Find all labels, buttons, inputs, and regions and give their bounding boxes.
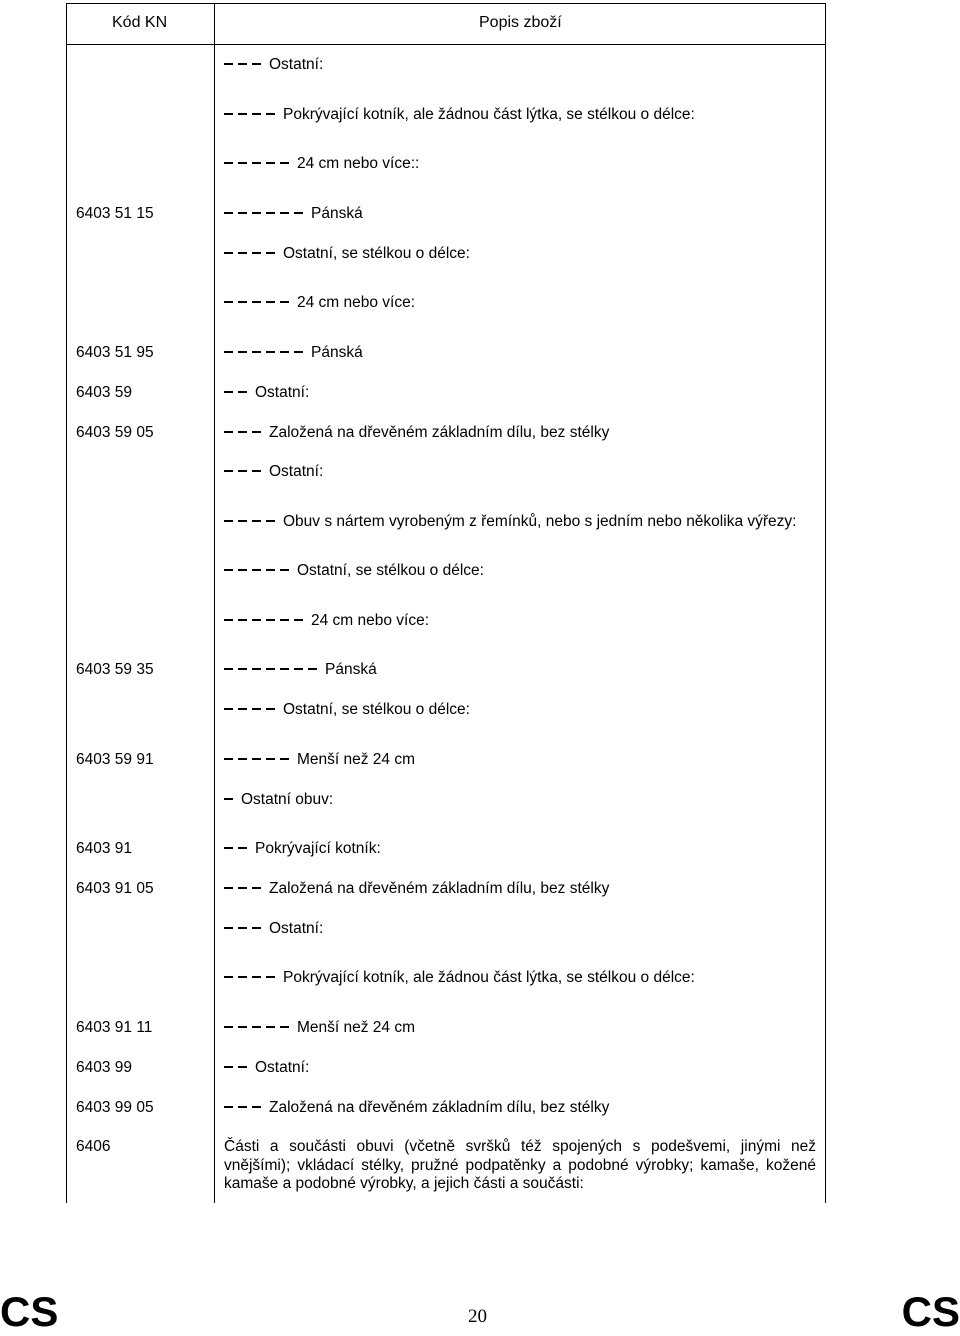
dash-mark — [224, 976, 233, 978]
row-text: Ostatní: — [255, 1059, 310, 1076]
row-code: 6403 99 — [76, 1059, 133, 1076]
row-text: Menší než 24 cm — [297, 751, 416, 768]
row-code: 6403 59 35 — [76, 661, 154, 678]
dash-mark — [294, 351, 303, 353]
dash-mark — [266, 301, 275, 303]
dash-mark — [252, 976, 261, 978]
row-description — [224, 969, 695, 987]
dash-mark — [238, 569, 247, 571]
row-description — [224, 294, 415, 312]
dash-mark — [238, 758, 247, 760]
row-text: Pánská — [311, 344, 363, 361]
indent-dashes — [224, 791, 238, 809]
dash-mark — [238, 431, 247, 433]
table-row — [0, 155, 960, 179]
indent-dashes — [224, 205, 308, 223]
dash-mark — [238, 162, 247, 164]
dash-mark — [252, 1026, 261, 1028]
table-row — [0, 463, 960, 487]
row-text: Založená na dřevěném základním dílu, bez stélky — [269, 1099, 610, 1116]
row-text: Ostatní obuv: — [241, 791, 334, 808]
table-row — [0, 612, 960, 636]
row-code: 6403 51 15 — [76, 205, 154, 222]
row-description — [224, 106, 695, 124]
dash-mark — [224, 162, 233, 164]
row-text: Ostatní: — [269, 56, 324, 73]
dash-mark — [224, 252, 233, 254]
table-row — [0, 424, 960, 448]
dash-mark — [280, 758, 289, 760]
dash-mark — [266, 113, 275, 115]
row-code: 6403 99 05 — [76, 1099, 154, 1116]
dash-mark — [224, 470, 233, 472]
dash-mark — [280, 1026, 289, 1028]
dash-mark — [294, 619, 303, 621]
indent-dashes — [224, 840, 252, 858]
dash-mark — [266, 976, 275, 978]
dash-mark — [224, 569, 233, 571]
row-description — [224, 791, 333, 809]
dash-mark — [252, 301, 261, 303]
indent-dashes — [224, 384, 252, 402]
dash-mark — [252, 162, 261, 164]
indent-dashes — [224, 344, 308, 362]
dash-mark — [252, 252, 261, 254]
row-description — [224, 205, 363, 223]
dash-mark — [238, 63, 247, 65]
dash-mark — [224, 1026, 233, 1028]
dash-mark — [224, 1066, 233, 1068]
row-text: Pokrývající kotník, ale žádnou část lýtka, se stélkou o délce: — [283, 969, 695, 986]
dash-mark — [252, 887, 261, 889]
dash-mark — [294, 212, 303, 214]
table-row — [0, 294, 960, 318]
header-description: Popis zboží — [479, 14, 562, 31]
row-description — [224, 424, 609, 442]
row-code: 6403 91 11 — [76, 1019, 153, 1036]
table-row — [0, 840, 960, 864]
dash-mark — [252, 927, 261, 929]
dash-mark — [238, 252, 247, 254]
dash-mark — [224, 113, 233, 115]
indent-dashes — [224, 1099, 266, 1117]
row-text: Ostatní: — [269, 920, 324, 937]
row-description — [224, 344, 363, 362]
table-row — [0, 969, 960, 993]
row-description — [224, 513, 796, 531]
dash-mark — [224, 301, 233, 303]
row-text: Pokrývající kotník, ale žádnou část lýtka, se stélkou o délce: — [283, 106, 695, 123]
indent-dashes — [224, 969, 280, 987]
dash-mark — [224, 847, 233, 849]
dash-mark — [224, 351, 233, 353]
row-description — [224, 384, 309, 402]
table-row — [0, 1059, 960, 1083]
dash-mark — [252, 569, 261, 571]
dash-mark — [280, 619, 289, 621]
row-description — [224, 612, 429, 630]
row-description — [224, 920, 323, 938]
row-description — [224, 155, 419, 173]
dash-mark — [280, 569, 289, 571]
dash-mark — [252, 212, 261, 214]
dash-mark — [224, 520, 233, 522]
dash-mark — [252, 113, 261, 115]
table-row — [0, 344, 960, 368]
dash-mark — [224, 708, 233, 710]
row-code: 6403 59 91 — [76, 751, 154, 768]
dash-mark — [238, 927, 247, 929]
dash-mark — [266, 619, 275, 621]
dash-mark — [266, 520, 275, 522]
indent-dashes — [224, 1019, 294, 1037]
footer-language-right: CS — [901, 1288, 960, 1335]
table-row — [0, 920, 960, 944]
row-text: Pánská — [325, 661, 377, 678]
row-text: Ostatní, se stélkou o délce: — [297, 562, 484, 579]
row-text: Menší než 24 cm — [297, 1019, 416, 1036]
row-text: Ostatní: — [269, 463, 324, 480]
table-row — [0, 880, 960, 904]
dash-mark — [252, 470, 261, 472]
indent-dashes — [224, 513, 280, 531]
row-text: Založená na dřevěném základním dílu, bez stélky — [269, 424, 610, 441]
row-code: 6403 91 — [76, 840, 133, 857]
dash-mark — [224, 212, 233, 214]
row-description — [224, 880, 609, 898]
indent-dashes — [224, 751, 294, 769]
row-description — [224, 463, 323, 481]
dash-mark — [224, 758, 233, 760]
row-text: Pokrývající kotník: — [255, 840, 381, 857]
table-row — [0, 513, 960, 537]
indent-dashes — [224, 424, 266, 442]
table-row — [0, 245, 960, 269]
dash-mark — [238, 301, 247, 303]
row-description — [224, 661, 377, 679]
dash-mark — [238, 708, 247, 710]
indent-dashes — [224, 56, 266, 74]
dash-mark — [224, 887, 233, 889]
row-code: 6403 91 05 — [76, 880, 154, 897]
dash-mark — [280, 162, 289, 164]
row-text: Založená na dřevěném základním dílu, bez stélky — [269, 880, 610, 897]
row-text: Ostatní, se stélkou o délce: — [283, 701, 470, 718]
dash-mark — [252, 708, 261, 710]
indent-dashes — [224, 294, 294, 312]
indent-dashes — [224, 245, 280, 263]
header-code: Kód KN — [112, 14, 168, 31]
row-text: Pánská — [311, 205, 363, 222]
table-row — [0, 384, 960, 408]
row-description — [224, 840, 381, 858]
table-row — [0, 56, 960, 80]
dash-mark — [238, 520, 247, 522]
table-row — [0, 1099, 960, 1123]
row-description — [224, 701, 470, 719]
header-divider — [67, 44, 825, 45]
dash-mark — [224, 619, 233, 621]
row-description — [224, 56, 323, 74]
dash-mark — [252, 63, 261, 65]
dash-mark — [238, 1026, 247, 1028]
dash-mark — [238, 847, 247, 849]
row-text: Ostatní, se stélkou o délce: — [283, 245, 470, 262]
dash-mark — [238, 668, 247, 670]
row-text: Obuv s nártem vyrobeným z řemínků, nebo s jedním nebo několika výřezy: — [283, 513, 797, 530]
row-text: 24 cm nebo více: — [311, 612, 430, 629]
dash-mark — [238, 887, 247, 889]
row-description — [224, 1019, 415, 1037]
dash-mark — [280, 301, 289, 303]
indent-dashes — [224, 106, 280, 124]
indent-dashes — [224, 1059, 252, 1077]
indent-dashes — [224, 562, 294, 580]
dash-mark — [266, 668, 275, 670]
dash-mark — [266, 569, 275, 571]
table-row — [0, 751, 960, 775]
indent-dashes — [224, 661, 322, 679]
dash-mark — [252, 351, 261, 353]
row-text: 24 cm nebo více: — [297, 294, 416, 311]
table-row — [0, 562, 960, 586]
dash-mark — [238, 1106, 247, 1108]
dash-mark — [224, 1106, 233, 1108]
dash-mark — [238, 113, 247, 115]
indent-dashes — [224, 612, 308, 630]
dash-mark — [266, 758, 275, 760]
row-description — [224, 1059, 309, 1077]
row-text: Ostatní: — [255, 384, 310, 401]
dash-mark — [224, 431, 233, 433]
dash-mark — [252, 1106, 261, 1108]
table-row — [0, 205, 960, 229]
dash-mark — [252, 758, 261, 760]
dash-mark — [224, 63, 233, 65]
dash-mark — [224, 391, 233, 393]
dash-mark — [280, 351, 289, 353]
dash-mark — [252, 668, 261, 670]
indent-dashes — [224, 880, 266, 898]
indent-dashes — [224, 155, 294, 173]
dash-mark — [224, 927, 233, 929]
dash-mark — [266, 162, 275, 164]
table-row — [0, 791, 960, 815]
dash-mark — [238, 470, 247, 472]
final-row-code: 6406 — [76, 1138, 111, 1155]
table-row — [0, 701, 960, 725]
dash-mark — [238, 619, 247, 621]
indent-dashes — [224, 701, 280, 719]
dash-mark — [308, 668, 317, 670]
dash-mark — [280, 668, 289, 670]
final-row-description: Části a součásti obuvi (včetně svršků též spojených s podešvemi, jinými než vnějšími); vkládací stélky, pružné podpatěnky a podobné výrobky; kamaše, kožené kamaše a podobné výrobky, a jejich části a součásti: — [224, 1138, 816, 1192]
table-row — [0, 661, 960, 685]
dash-mark — [252, 520, 261, 522]
row-code: 6403 59 05 — [76, 424, 154, 441]
row-description — [224, 245, 470, 263]
dash-mark — [224, 798, 233, 800]
dash-mark — [266, 708, 275, 710]
footer-language-left: CS — [0, 1288, 59, 1335]
dash-mark — [266, 1026, 275, 1028]
dash-mark — [252, 431, 261, 433]
row-code: 6403 51 95 — [76, 344, 154, 361]
dash-mark — [266, 351, 275, 353]
row-description — [224, 751, 415, 769]
indent-dashes — [224, 463, 266, 481]
dash-mark — [294, 668, 303, 670]
dash-mark — [238, 351, 247, 353]
table-row — [0, 106, 960, 130]
row-text: 24 cm nebo více:: — [297, 155, 420, 172]
page-number: 20 — [468, 1306, 487, 1327]
row-description — [224, 562, 484, 580]
dash-mark — [266, 252, 275, 254]
dash-mark — [238, 212, 247, 214]
dash-mark — [238, 1066, 247, 1068]
table-row — [0, 1019, 960, 1043]
indent-dashes — [224, 920, 266, 938]
dash-mark — [224, 668, 233, 670]
dash-mark — [238, 976, 247, 978]
dash-mark — [280, 212, 289, 214]
row-description — [224, 1099, 609, 1117]
row-code: 6403 59 — [76, 384, 133, 401]
dash-mark — [238, 391, 247, 393]
dash-mark — [252, 619, 261, 621]
dash-mark — [266, 212, 275, 214]
